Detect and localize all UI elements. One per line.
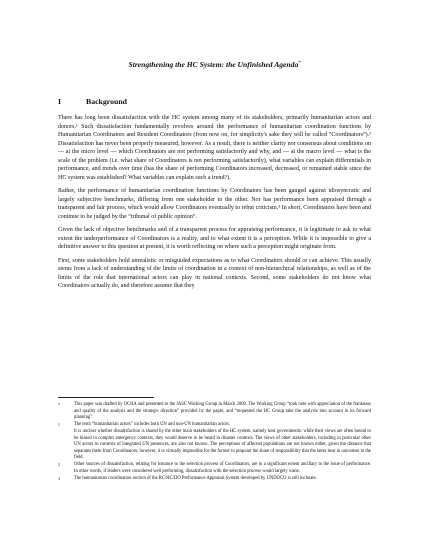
paragraph: Rather, the performance of humanitarian coordination functions by Coordinators has been gauged against idiosyncratic and largely subjective benchmarks, differing from one stakeholder to the other. Nor has performance been appraised through a transparent and fair process, which would allow Coordinators eventually to rebut criticism.³ In short, Coordinators have been and continue to be judged by the “tribunal of public opinion”. (58, 188, 371, 220)
footnote-text: It is unclear whether dissatisfaction is shared by the other main stakeholders of the HC system, namely host governments: while their views are often bound to be biased in complex emergency contexts, they would deserve to be heard in disaster contexts. The views of other stakeholders, including in particular other UN actors in contexts of integrated UN presences, are also not known. The perceptions of affected populations are not known either, given the distance that separates them from Coordinators; however, it is virtually impossible for the former to pinpoint the share of responsibility that the latter bear in outcomes in the field. (74, 429, 371, 460)
footnote (58, 402, 371, 422)
footnotes (58, 402, 371, 483)
title-footnote-mark: * (298, 59, 301, 65)
document-title (58, 60, 371, 69)
footnote-text: Other sources of dissatisfaction, relating for instance to the selection process of Coordinators, are to a significant extent ancillary to the issue of performance. In other words, if leaders were considered well performing, dissatisfaction with the selection process would largely wane. (74, 462, 371, 474)
section-number: I (58, 97, 62, 106)
footnote (58, 429, 371, 462)
footnote (58, 422, 371, 429)
footnote (58, 476, 371, 483)
section-heading (58, 97, 127, 106)
section-title: Background (86, 97, 128, 106)
title-text: Strengthening the HC System: the Unfinished Agenda (128, 60, 299, 69)
footnote-mark: * (58, 402, 60, 407)
footnote-text: The humanitarian coordination section of the RC/HC/DO Performance Appraisal System developed by UNDOCO is still inchoate. (74, 475, 317, 481)
footnote-mark: 3 (58, 475, 60, 481)
footnote-mark: 1 (58, 422, 60, 427)
footnote-text: This paper was drafted by OCHA and presented to the IASC Working Group in March 2009. The Working Group “took note with appreciation of the frankness and quality of the analysis and the strategic direction” provided by the paper, and “requested the HC Group take the analysis into account in its forward planning”. (74, 402, 371, 420)
footnote-mark: 2 (58, 462, 60, 467)
body-text (58, 114, 371, 296)
footnote-text: The term “humanitarian actors” includes both UN and non-UN humanitarian actors. (74, 422, 231, 427)
paragraph: First, some stakeholders hold unrealistic or misguided expectations as to what Coordinators should or can achieve. This usually stems from a lack of understanding of the limits of coordination in a context of non-hierarchical relationships, as well as of the limits of the role that international actors can play in national contexts. Second, some stakeholders do not know what Coordinators actually do, and therefore assume that they (58, 257, 371, 289)
footnote (58, 462, 371, 475)
footnote-divider (58, 397, 154, 398)
paragraph: There has long been dissatisfaction with the HC system among many of its stakeholders, primarily humanitarian actors and donors.¹ Such dissatisfaction fundamentally revolves around the performance of humanitarian coordination functions by Humanitarian Coordinators and Resident Coordinators (from now on, for simplicity's sake they will be called “Coordinators”).² Dissatisfaction has never been properly measured, however. As a result, there is neither clarity nor consensus about conditions on — at the micro level — which Coordinators are not performing satisfactorily and why, and — at the macro level — what is the scale of the problem (i.e. what share of Coordinators is not performing satisfactorily), what variables can explain differentials in performance, and trends over time (has the share of performing Coordinators increased, decreased, or remained stable since the HC system was established? What variables can explain such a trend?). (58, 115, 371, 181)
paragraph: Given the lack of objective benchmarks and of a transparent process for appraising performance, it is legitimate to ask to what extent the underperformance of Coordinators is a reality, and to what extent it is a perception. While it is impossible to give a definitive answer to this question at present, it is worth reflecting on where such a perception might originate from. (58, 227, 371, 250)
